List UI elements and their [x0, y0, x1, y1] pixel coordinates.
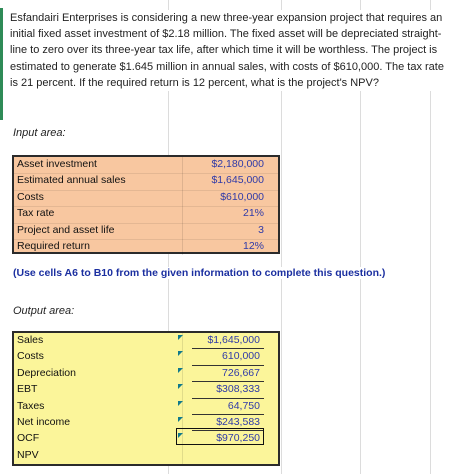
input-value[interactable]: 21%: [242, 207, 264, 220]
formula-indicator-icon: [178, 401, 183, 406]
input-value[interactable]: $610,000: [220, 190, 264, 203]
input-row[interactable]: [14, 206, 278, 223]
output-label: Depreciation: [17, 366, 76, 379]
formula-indicator-icon: [178, 351, 183, 356]
output-row[interactable]: [14, 349, 278, 365]
output-value[interactable]: 64,750: [227, 399, 260, 412]
output-label: OCF: [17, 432, 40, 445]
formula-indicator-icon: [178, 417, 183, 422]
input-label: Project and asset life: [17, 223, 115, 236]
input-row[interactable]: [14, 239, 278, 255]
output-label: NPV: [17, 448, 39, 461]
input-label: Required return: [17, 240, 90, 252]
output-value[interactable]: 726,667: [222, 366, 260, 379]
input-row[interactable]: [14, 157, 278, 174]
input-label: Estimated annual sales: [17, 174, 126, 187]
output-value[interactable]: $1,645,000: [207, 334, 260, 346]
input-row[interactable]: [14, 173, 278, 190]
output-row[interactable]: [14, 382, 278, 398]
output-label: Taxes: [17, 399, 45, 412]
active-cell-marker: [0, 8, 3, 120]
question-text: Esfandairi Enterprises is considering a new three-year expansion project that requires an initial fixed asset investment of $2.18 million. The fixed asset will be depreciated straight-line to zero over its three-year tax life, after which time it will be worthless. The project is estimated to generate $1.645 million in annual sales, with costs of $610,000. The tax rate is 21 percent. If the required return is 12 percent, what is the project's NPV?: [10, 10, 444, 91]
output-label: Net income: [17, 416, 71, 428]
selected-cell-outline: [176, 428, 264, 445]
input-area-label: Input area:: [13, 127, 66, 139]
formula-indicator-icon: [178, 384, 183, 389]
output-area-table: [12, 331, 280, 466]
formula-indicator-icon: [178, 368, 183, 373]
output-label: EBT: [17, 383, 38, 396]
input-value[interactable]: 3: [258, 223, 264, 236]
output-row[interactable]: [14, 399, 278, 415]
input-value[interactable]: $2,180,000: [211, 158, 264, 170]
input-area-table: [12, 155, 280, 254]
formula-indicator-icon: [178, 335, 183, 340]
output-value[interactable]: $243,583: [216, 416, 260, 428]
output-value[interactable]: 610,000: [222, 350, 260, 363]
input-row[interactable]: [14, 190, 278, 207]
input-row[interactable]: [14, 223, 278, 240]
input-label: Asset investment: [17, 158, 97, 170]
output-label: Costs: [17, 350, 44, 363]
output-value[interactable]: $970,250: [216, 432, 260, 445]
output-row[interactable]: [14, 333, 278, 349]
output-value[interactable]: $308,333: [216, 383, 260, 396]
input-value[interactable]: 12%: [242, 240, 264, 252]
output-row[interactable]: [14, 366, 278, 382]
output-area-label: Output area:: [13, 305, 75, 317]
input-label: Costs: [17, 190, 44, 203]
input-value[interactable]: $1,645,000: [211, 174, 264, 187]
output-label: Sales: [17, 334, 44, 346]
output-row[interactable]: [14, 448, 278, 464]
instruction-note: (Use cells A6 to B10 from the given information to complete this question.): [13, 267, 386, 279]
input-label: Tax rate: [17, 207, 55, 220]
